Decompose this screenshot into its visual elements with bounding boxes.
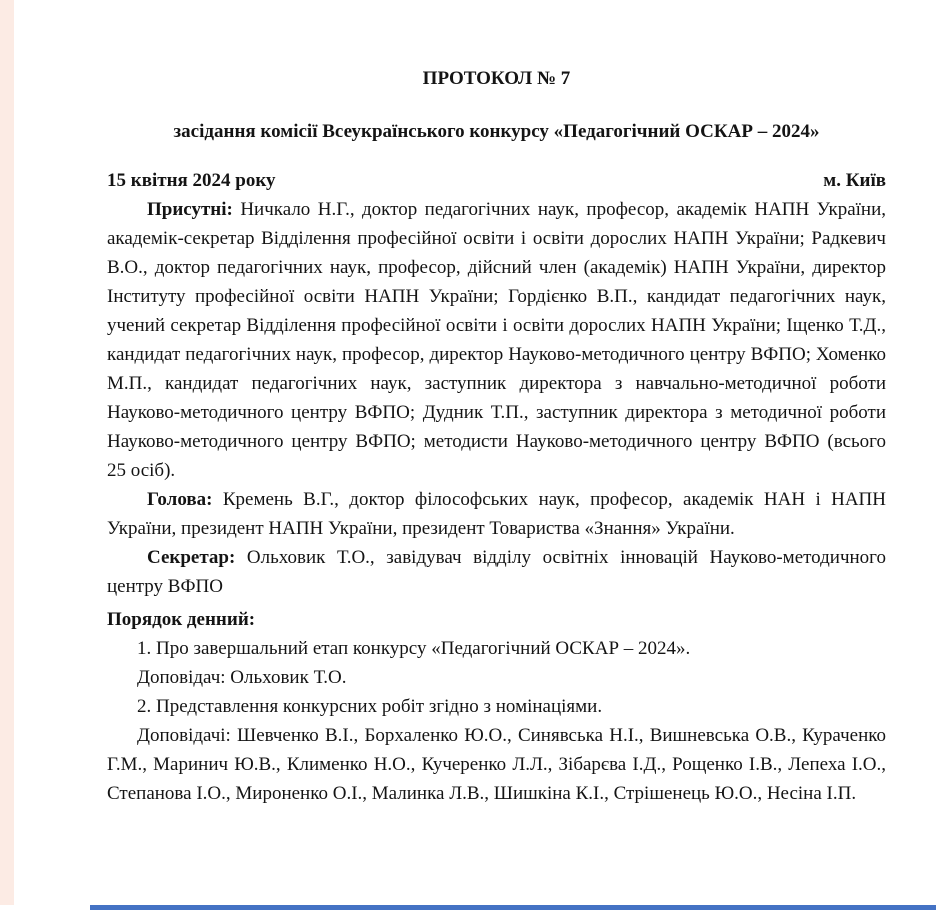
chair-paragraph bbox=[107, 485, 886, 543]
secretary-text: Ольховик Т.О., завідувач відділу освітніх інновацій Науково-методичного центру ВФПО bbox=[107, 547, 887, 597]
agenda-item-1: 1. Про завершальний етап конкурсу «Педагогічний ОСКАР – 2024». bbox=[137, 638, 691, 659]
agenda-item-2: 2. Представлення конкурсних робіт згідно з номінаціями. bbox=[137, 696, 603, 717]
agenda-speakers-2: Доповідачі: Шевченко В.І., Борхаленко Ю.О., Синявська Н.І., Вишневська О.В., Кураченко Г.М., Маринич Ю.В., Клименко Н.О., Кучеренко Л.Л., Зібарєва І.Д., Рощенко І.В., Лепеха І.О., Степанова І.О., Мироненко О.І., Малинка Л.В., Шишкіна К.І., Стрішенець Ю.О., Несіна І.П. bbox=[107, 725, 886, 804]
chair-label: Голова: bbox=[147, 489, 213, 510]
attendees-paragraph bbox=[107, 195, 886, 485]
secretary-label: Секретар: bbox=[147, 547, 236, 568]
document-date: 15 квітня 2024 року bbox=[107, 170, 276, 191]
attendees-label: Присутні: bbox=[147, 199, 233, 220]
page-title: ПРОТОКОЛ № 7 bbox=[422, 68, 571, 89]
bottom-accent-bar bbox=[90, 905, 936, 910]
attendees-text: Ничкало Н.Г., доктор педагогічних наук, професор, академік НАПН України, академік-секретар Відділення професійної освіти і освіти дорослих НАПН України; Радкевич В.О., доктор педагогічних наук, професор, дійсний член (академік) НАПН України, директор Інституту професійної освіти НАПН України; Гордієнко В.П., кандидат педагогічних наук, учений секретар Відділення професійної освіти і освіти дорослих НАПН України; Іщенко Т.Д., кандидат педагогічних наук, професор, директор Науково-методичного центру ВФПО; Хоменко М.П., кандидат педагогічних наук, заступник директора з навчально-методичної роботи Науково-методичного центру ВФПО; Дудник Т.П., заступник директора з методичної роботи Науково-методичного центру ВФПО; методисти Науково-методичного центру ВФПО (всього 25 осіб). bbox=[107, 199, 886, 481]
agenda-heading: Порядок денний: bbox=[107, 609, 256, 630]
document-place: м. Київ bbox=[823, 170, 886, 191]
secretary-paragraph bbox=[107, 543, 886, 601]
date-place-row bbox=[107, 166, 886, 195]
document-subtitle: засідання комісії Всеукраїнського конкурсу «Педагогічний ОСКАР – 2024» bbox=[173, 121, 820, 142]
left-margin-strip bbox=[0, 0, 14, 905]
chair-text: Кремень В.Г., доктор філософських наук, професор, академік НАН і НАПН України, президент НАПН України, президент Товариства «Знання» України. bbox=[107, 489, 887, 539]
document-content bbox=[107, 0, 886, 808]
agenda-speaker-1: Доповідач: Ольховик Т.О. bbox=[137, 667, 347, 688]
